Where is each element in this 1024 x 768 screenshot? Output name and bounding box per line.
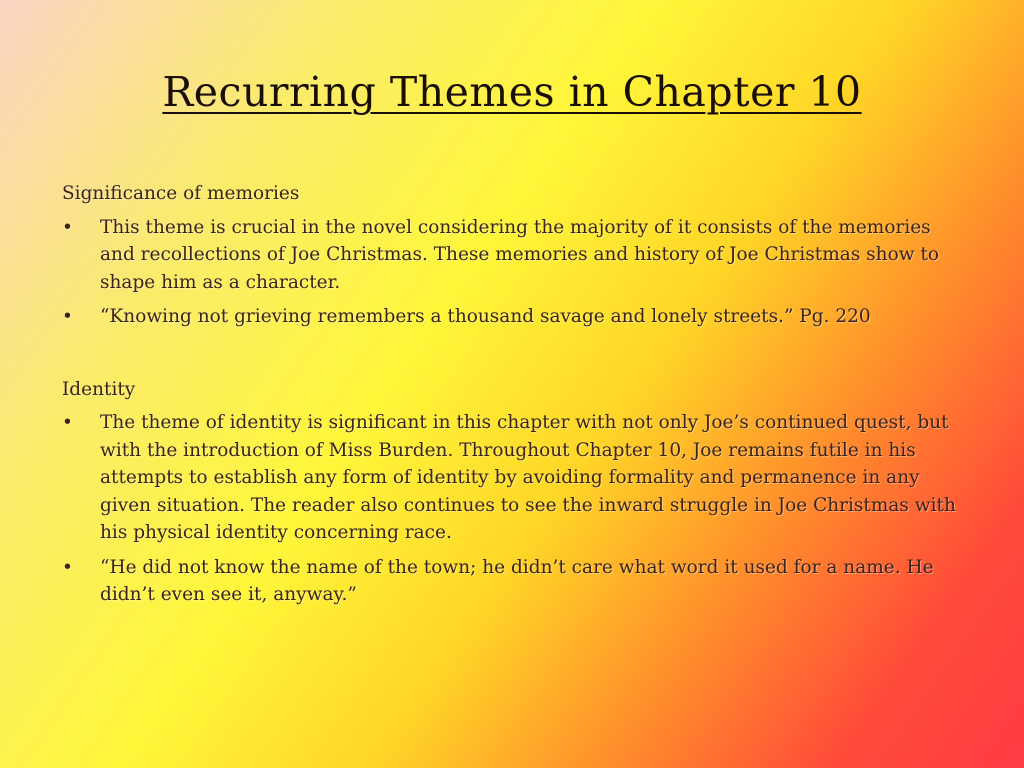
section-identity: [62, 376, 962, 609]
bullet-item: [62, 214, 962, 297]
section-spacer: [62, 338, 962, 376]
section-heading: Identity: [62, 378, 136, 400]
bullet-item: [62, 409, 962, 547]
bullet-text: This theme is crucial in the novel considering the majority of it consists of the memories and recollections of Joe Christmas. These memories and history of Joe Christmas show to shape him as a character.: [100, 216, 940, 293]
bullet-icon: •: [62, 216, 73, 238]
slide-title: [0, 68, 1024, 116]
bullet-text: “He did not know the name of the town; he didn’t care what word it used for a name. He didn’t even see it, anyway.”: [100, 556, 934, 605]
bullet-icon: •: [62, 412, 73, 433]
bullet-item: [62, 303, 962, 331]
slide-content: [62, 180, 962, 616]
bullet-list: [62, 409, 962, 609]
bullet-icon: •: [62, 306, 73, 327]
bullet-item: [62, 554, 962, 609]
bullet-list: [62, 214, 962, 331]
bullet-text: “Knowing not grieving remembers a thousand savage and lonely streets.” Pg. 220: [100, 306, 871, 327]
section-heading: Significance of memories: [62, 183, 300, 204]
slide-title-text: Recurring Themes in Chapter 10: [162, 68, 862, 116]
bullet-icon: •: [62, 556, 73, 578]
bullet-text: The theme of identity is significant in this chapter with not only Joe’s continued quest, but with the introduction of Miss Burden. Throughout Chapter 10, Joe remains futile in his attempts to establish any form of identity by avoiding formality and permanence in any given situation. The reader also continues to see the inward struggle in Joe Christmas with his physical identity concerning race.: [100, 412, 956, 543]
section-memories: [62, 180, 962, 331]
